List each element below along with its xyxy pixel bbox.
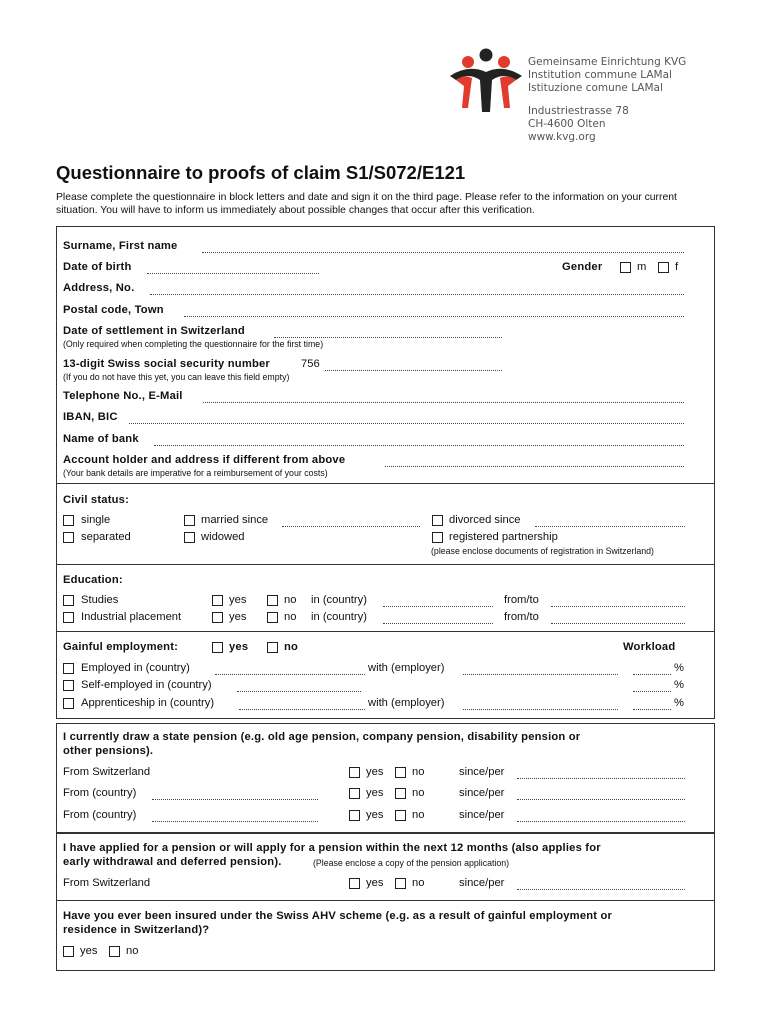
- state-pension-country2-field[interactable]: [152, 821, 318, 822]
- dob-field[interactable]: [147, 273, 319, 274]
- studies-country-field[interactable]: [383, 606, 493, 607]
- org-names: [528, 56, 686, 144]
- state-pension-heading-line1: I currently draw a state pension (e.g. old age pension, company pension, disability pension or: [63, 731, 581, 743]
- org-name-fr: Institution commune LAMal: [528, 69, 672, 81]
- apprenticeship-country-field[interactable]: [239, 709, 365, 710]
- self-employed-checkbox[interactable]: [63, 680, 74, 691]
- state-pension-ch-yes-label: yes: [366, 766, 384, 778]
- self-employed-country-field[interactable]: [237, 691, 361, 692]
- studies-yes-checkbox[interactable]: [212, 595, 223, 606]
- education-section: [56, 564, 715, 632]
- state-pension-country1-since-field[interactable]: [517, 799, 685, 800]
- industrial-yes-checkbox[interactable]: [212, 612, 223, 623]
- applied-pension-no-checkbox[interactable]: [395, 878, 406, 889]
- bank-label: Name of bank: [63, 433, 139, 445]
- state-pension-country2-label: From (country): [63, 809, 137, 821]
- single-checkbox[interactable]: [63, 515, 74, 526]
- surname-field[interactable]: [202, 252, 684, 253]
- postal-label: Postal code, Town: [63, 304, 164, 316]
- ahv-no-label: no: [126, 945, 139, 957]
- state-pension-country2-yes-checkbox[interactable]: [349, 810, 360, 821]
- employment-no-label: no: [284, 641, 299, 653]
- employed-percent: %: [674, 662, 684, 674]
- employed-country-field[interactable]: [215, 674, 365, 675]
- studies-fromto-field[interactable]: [551, 606, 685, 607]
- applied-pension-heading-line1: I have applied for a pension or will apply for a pension within the next 12 months (also applies for: [63, 842, 601, 854]
- state-pension-country2-no-label: no: [412, 809, 425, 821]
- ahv-heading-line1: Have you ever been insured under the Swiss AHV scheme (e.g. as a result of gainful employment or: [63, 910, 613, 922]
- industrial-no-checkbox[interactable]: [267, 612, 278, 623]
- applied-pension-no-label: no: [412, 877, 425, 889]
- state-pension-country1-no-checkbox[interactable]: [395, 788, 406, 799]
- settlement-label: Date of settlement in Switzerland: [63, 325, 245, 337]
- industrial-country-field[interactable]: [383, 623, 493, 624]
- employment-yes-label: yes: [229, 641, 249, 653]
- org-name-it: Istituzione comune LAMal: [528, 82, 663, 94]
- applied-pension-yes-label: yes: [366, 877, 384, 889]
- employed-label: Employed in (country): [81, 662, 190, 674]
- partnership-label: registered partnership: [449, 531, 558, 543]
- applied-pension-heading-line2: early withdrawal and deferred pension).: [63, 856, 282, 868]
- state-pension-country1-since-label: since/per: [459, 787, 505, 799]
- industrial-no-label: no: [284, 611, 297, 623]
- state-pension-country2-since-field[interactable]: [517, 821, 685, 822]
- city: CH-4600 Olten: [528, 118, 606, 130]
- married-checkbox[interactable]: [184, 515, 195, 526]
- industrial-fromto-label: from/to: [504, 611, 539, 623]
- applied-pension-ch-label: From Switzerland: [63, 877, 151, 889]
- apprenticeship-label: Apprenticeship in (country): [81, 697, 215, 709]
- holder-field[interactable]: [385, 466, 684, 467]
- state-pension-heading-line2: other pensions).: [63, 745, 154, 757]
- employment-yes-checkbox[interactable]: [212, 642, 223, 653]
- industrial-yes-label: yes: [229, 611, 247, 623]
- settlement-note: (Only required when completing the questionnaire for the first time): [63, 339, 324, 349]
- applied-pension-note: (Please enclose a copy of the pension application): [313, 858, 510, 868]
- education-heading: Education:: [63, 574, 123, 586]
- state-pension-country1-yes-checkbox[interactable]: [349, 788, 360, 799]
- employed-employer-field[interactable]: [463, 674, 618, 675]
- employment-heading: Gainful employment:: [63, 641, 179, 653]
- industrial-country-label: in (country): [311, 611, 367, 623]
- iban-field[interactable]: [129, 423, 684, 424]
- page-title: Questionnaire to proofs of claim S1/S072/E121: [56, 162, 466, 183]
- state-pension-ch-no-checkbox[interactable]: [395, 767, 406, 778]
- logo-figures-icon: [446, 42, 526, 126]
- state-pension-country1-yes-label: yes: [366, 787, 384, 799]
- apprenticeship-employer-field[interactable]: [463, 709, 618, 710]
- state-pension-section: [56, 723, 715, 833]
- studies-label: Studies: [81, 594, 119, 606]
- partnership-note: (please enclose documents of registration in Switzerland): [431, 546, 654, 556]
- state-pension-country2-no-checkbox[interactable]: [395, 810, 406, 821]
- applied-pension-yes-checkbox[interactable]: [349, 878, 360, 889]
- ahv-heading-line2: residence in Switzerland)?: [63, 924, 210, 936]
- self-employed-workload-field[interactable]: [633, 691, 671, 692]
- ssn-label: 13-digit Swiss social security number: [63, 358, 270, 370]
- gender-label: Gender: [562, 261, 603, 273]
- intro-text: Please complete the questionnaire in block letters and date and sign it on the third page. Please refer to the information on your current situation. You will have to inform us immediately about possible changes that occur after this verification.: [56, 192, 677, 216]
- married-since-field[interactable]: [282, 526, 420, 527]
- applied-pension-since-label: since/per: [459, 877, 505, 889]
- married-label: married since: [201, 514, 269, 526]
- state-pension-country1-no-label: no: [412, 787, 425, 799]
- state-pension-country2-since-label: since/per: [459, 809, 505, 821]
- partnership-checkbox[interactable]: [432, 532, 443, 543]
- state-pension-ch-since-field[interactable]: [517, 778, 685, 779]
- state-pension-ch-since-label: since/per: [459, 766, 505, 778]
- separated-label: separated: [81, 531, 131, 543]
- website: www.kvg.org: [528, 131, 596, 143]
- gender-m-checkbox[interactable]: [620, 262, 631, 273]
- civil-status-section: [56, 483, 715, 565]
- self-employed-label: Self-employed in (country): [81, 679, 212, 691]
- phone-field[interactable]: [203, 402, 684, 403]
- settlement-field[interactable]: [274, 337, 502, 338]
- widowed-checkbox[interactable]: [184, 532, 195, 543]
- personal-section: [56, 226, 715, 484]
- apprenticeship-with-label: with (employer): [368, 697, 445, 709]
- industrial-label: Industrial placement: [81, 611, 182, 623]
- postal-field[interactable]: [184, 316, 684, 317]
- phone-label: Telephone No., E-Mail: [63, 390, 183, 402]
- gender-m-label: m: [637, 261, 647, 273]
- ssn-note: (If you do not have this yet, you can leave this field empty): [63, 372, 290, 382]
- employed-workload-field[interactable]: [633, 674, 671, 675]
- employment-no-checkbox[interactable]: [267, 642, 278, 653]
- gender-f-label: f: [675, 261, 679, 273]
- applied-pension-section: [56, 833, 715, 901]
- holder-label: Account holder and address if different from above: [63, 454, 346, 466]
- divorced-checkbox[interactable]: [432, 515, 443, 526]
- studies-checkbox[interactable]: [63, 595, 74, 606]
- ssn-field[interactable]: [325, 370, 502, 371]
- ahv-yes-checkbox[interactable]: [63, 946, 74, 957]
- state-pension-country1-label: From (country): [63, 787, 137, 799]
- holder-note: (Your bank details are imperative for a reimbursement of your costs): [63, 468, 328, 478]
- employment-section: [56, 631, 715, 719]
- state-pension-ch-label: From Switzerland: [63, 766, 151, 778]
- apprenticeship-checkbox[interactable]: [63, 698, 74, 709]
- ahv-yes-label: yes: [80, 945, 98, 957]
- divorced-label: divorced since: [449, 514, 521, 526]
- applied-pension-since-field[interactable]: [517, 889, 685, 890]
- surname-label: Surname, First name: [63, 240, 178, 252]
- apprenticeship-workload-field[interactable]: [633, 709, 671, 710]
- studies-no-checkbox[interactable]: [267, 595, 278, 606]
- address-label: Address, No.: [63, 282, 135, 294]
- separated-checkbox[interactable]: [63, 532, 74, 543]
- employed-checkbox[interactable]: [63, 663, 74, 674]
- industrial-checkbox[interactable]: [63, 612, 74, 623]
- org-name-de: Gemeinsame Einrichtung KVG: [528, 56, 687, 68]
- street: Industriestrasse 78: [528, 105, 629, 117]
- studies-country-label: in (country): [311, 594, 367, 606]
- state-pension-ch-yes-checkbox[interactable]: [349, 767, 360, 778]
- divorced-since-field[interactable]: [535, 526, 685, 527]
- civil-status-heading: Civil status:: [63, 494, 130, 506]
- ahv-no-checkbox[interactable]: [109, 946, 120, 957]
- bank-field[interactable]: [154, 445, 684, 446]
- studies-yes-label: yes: [229, 594, 247, 606]
- apprenticeship-percent: %: [674, 697, 684, 709]
- ssn-prefix: 756: [301, 358, 320, 370]
- self-employed-percent: %: [674, 679, 684, 691]
- employed-with-label: with (employer): [368, 662, 445, 674]
- gender-f-checkbox[interactable]: [658, 262, 669, 273]
- industrial-fromto-field[interactable]: [551, 623, 685, 624]
- workload-heading: Workload: [623, 641, 676, 653]
- iban-label: IBAN, BIC: [63, 411, 118, 423]
- studies-no-label: no: [284, 594, 297, 606]
- widowed-label: widowed: [201, 531, 245, 543]
- state-pension-ch-no-label: no: [412, 766, 425, 778]
- state-pension-country2-yes-label: yes: [366, 809, 384, 821]
- state-pension-country1-field[interactable]: [152, 799, 318, 800]
- address-field[interactable]: [150, 294, 684, 295]
- dob-label: Date of birth: [63, 261, 132, 273]
- studies-fromto-label: from/to: [504, 594, 539, 606]
- ahv-section: [56, 900, 715, 971]
- single-label: single: [81, 514, 111, 526]
